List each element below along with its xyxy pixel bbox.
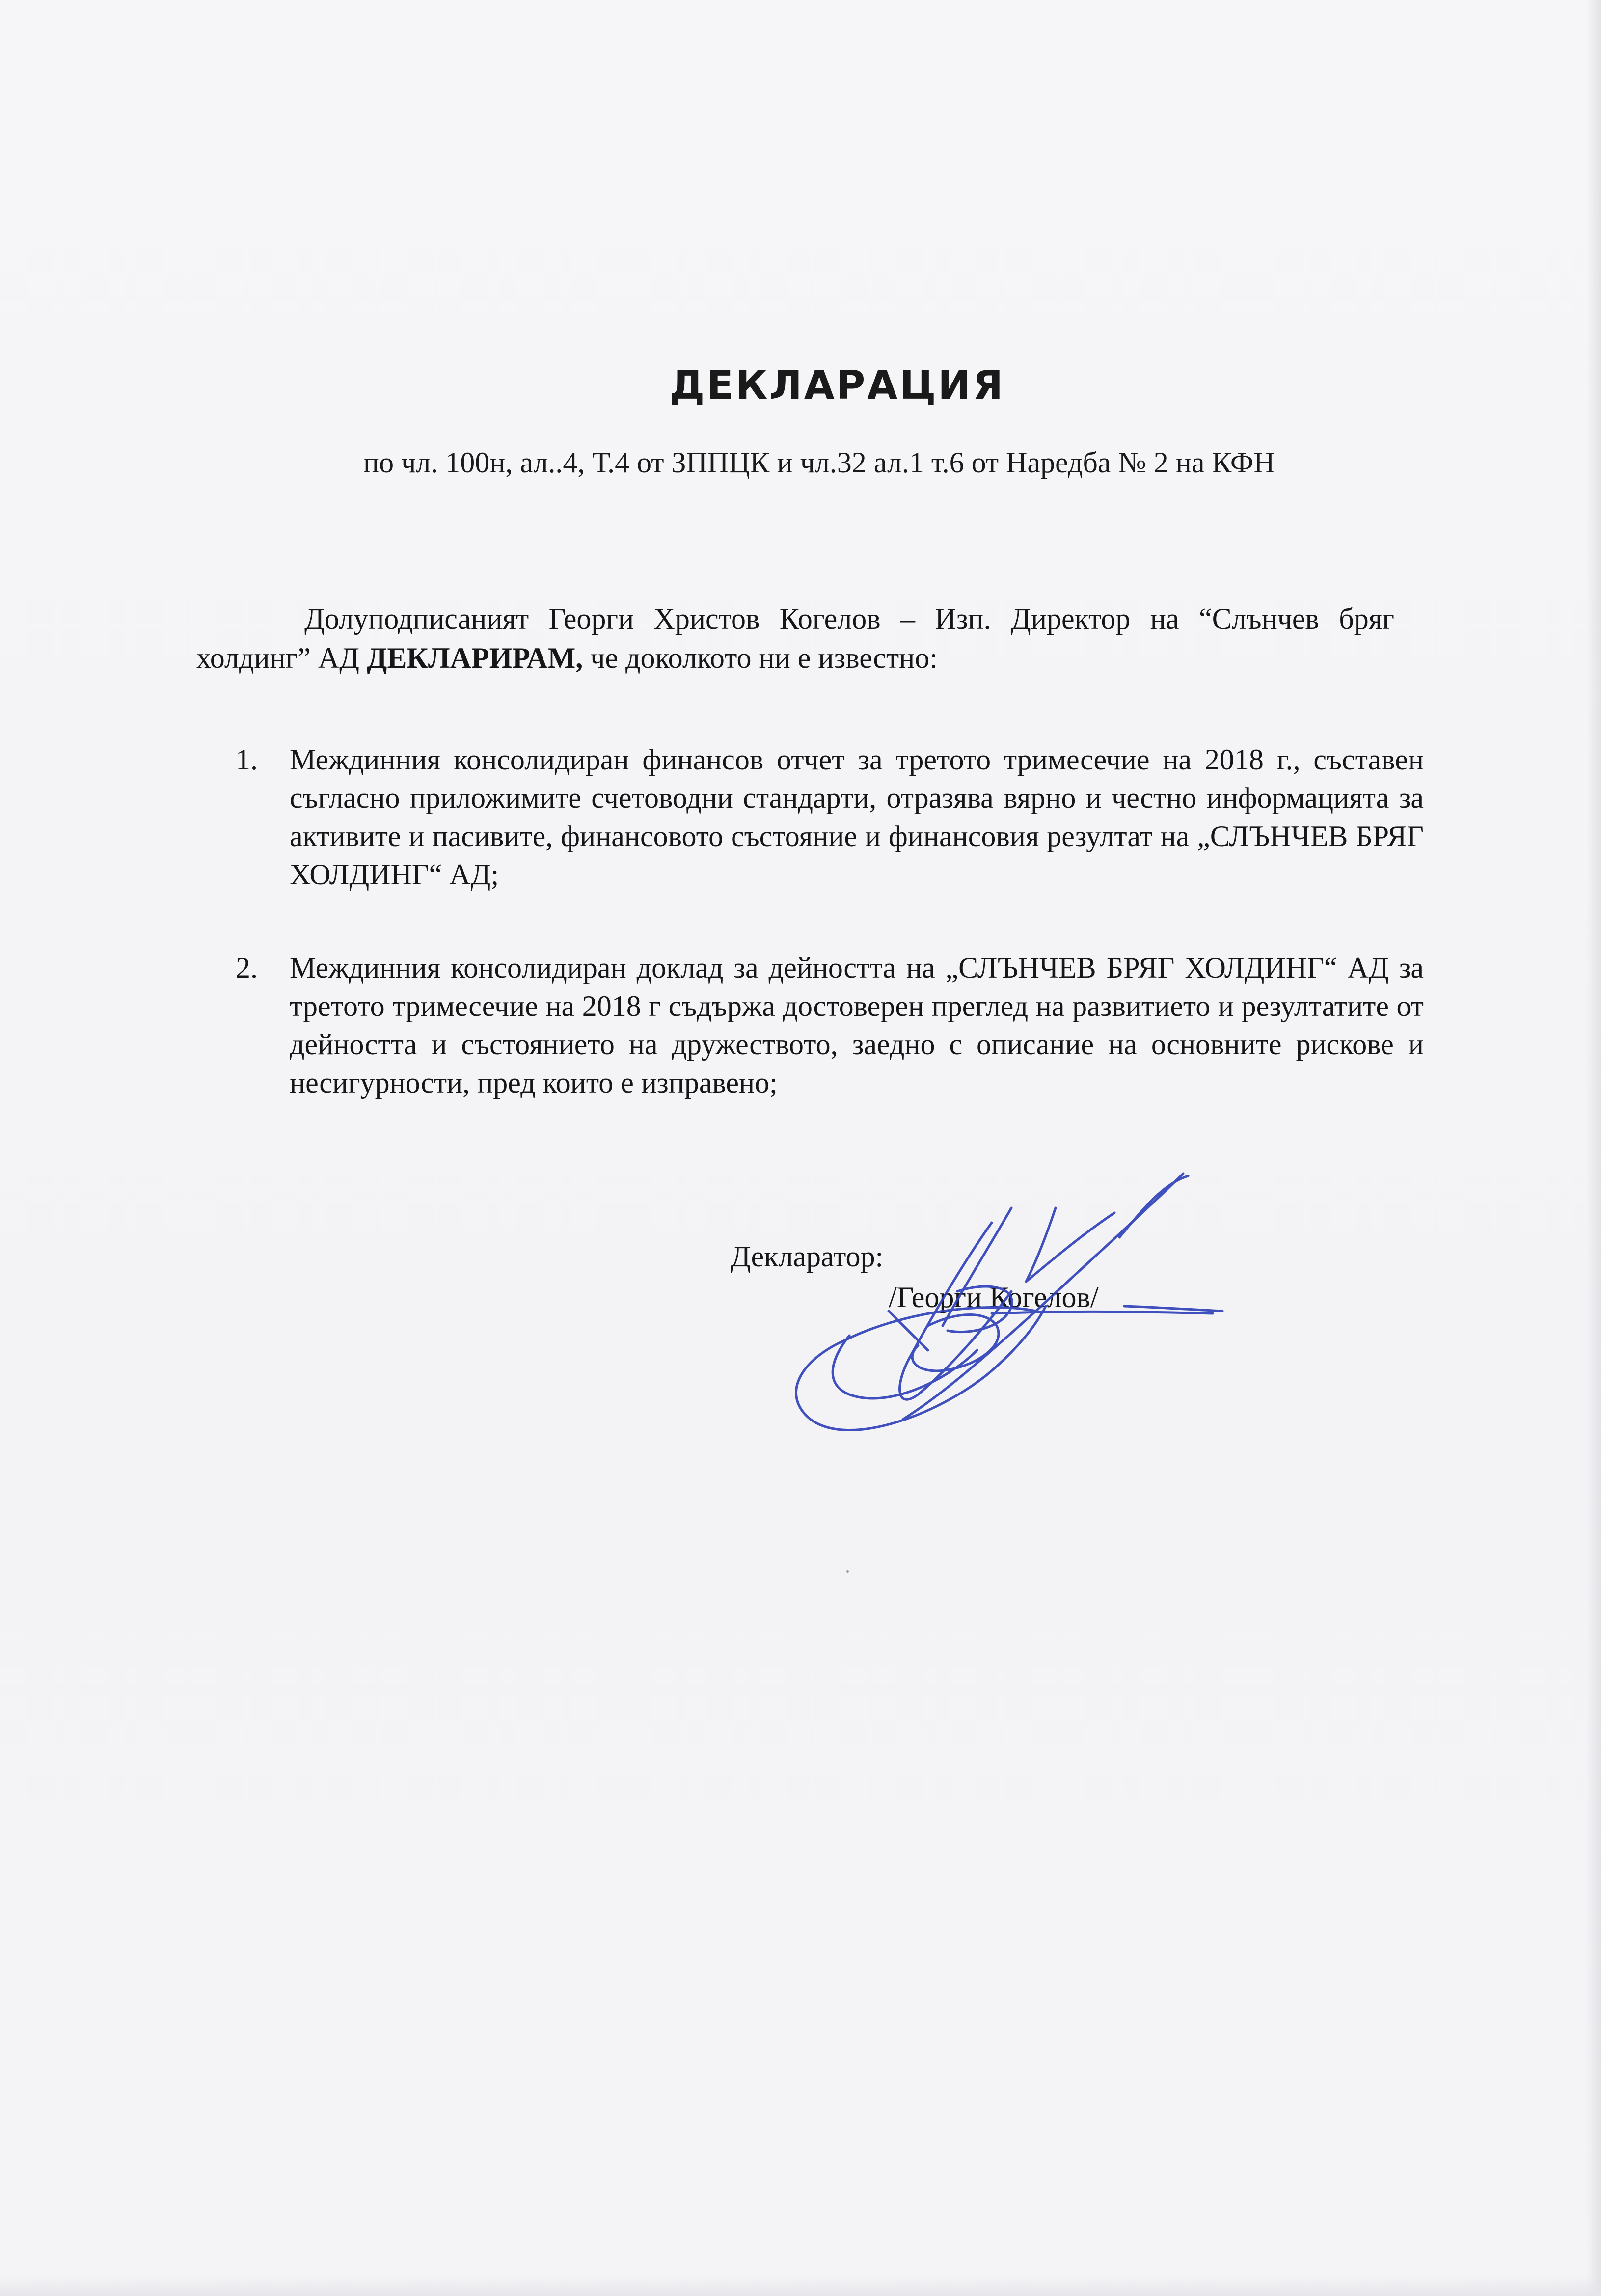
document-title: ДЕКЛАРАЦИЯ bbox=[670, 362, 1005, 408]
list-item-text: Междинния консолидиран финансов отчет за третото тримесечие на 2018 г., съставен съгласно приложимите счетоводни стандарти, отразява вярно и честно информацията за активите и пасивите, финансовото състояние и финансовия резултат на „СЛЪНЧЕВ БРЯГ ХОЛДИНГ“ АД; bbox=[290, 743, 1424, 891]
document-subtitle: по чл. 100н, ал..4, Т.4 от ЗППЦК и чл.32 ал.1 т.6 от Наредба № 2 на КФН bbox=[363, 446, 1275, 479]
declarator-name: /Георги Когелов/ bbox=[889, 1281, 1099, 1313]
list-item-text: Междинния консолидиран доклад за дейността на „СЛЪНЧЕВ БРЯГ ХОЛДИНГ“ АД за третото тримесечие на 2018 г съдържа достоверен преглед на развитието и резултатите от дейността и състоянието на дружеството, заедно с описание на основните рискове и несигурности, пред които е изправено; bbox=[290, 952, 1424, 1099]
declarator-label: Декларатор: bbox=[731, 1240, 884, 1273]
intro-paragraph bbox=[196, 599, 1394, 678]
page-bottom-shadow bbox=[0, 2276, 1601, 2296]
intro-text-after: че доколкото ни е известно: bbox=[583, 642, 938, 674]
intro-text-before: Долуподписаният Георги Христов Когелов – Изп. Директор на “Слънчев бряг холдинг” АД bbox=[196, 602, 1394, 674]
list-item-number: 1. bbox=[236, 743, 258, 776]
speck bbox=[846, 1570, 849, 1573]
handwritten-signature bbox=[781, 1164, 1237, 1439]
list-item bbox=[236, 740, 1424, 894]
list-item bbox=[236, 949, 1424, 1102]
list-item-number: 2. bbox=[236, 952, 258, 984]
intro-bold-declare: ДЕКЛАРИРАМ, bbox=[367, 642, 583, 674]
page-edge-shadow bbox=[1586, 0, 1601, 2296]
